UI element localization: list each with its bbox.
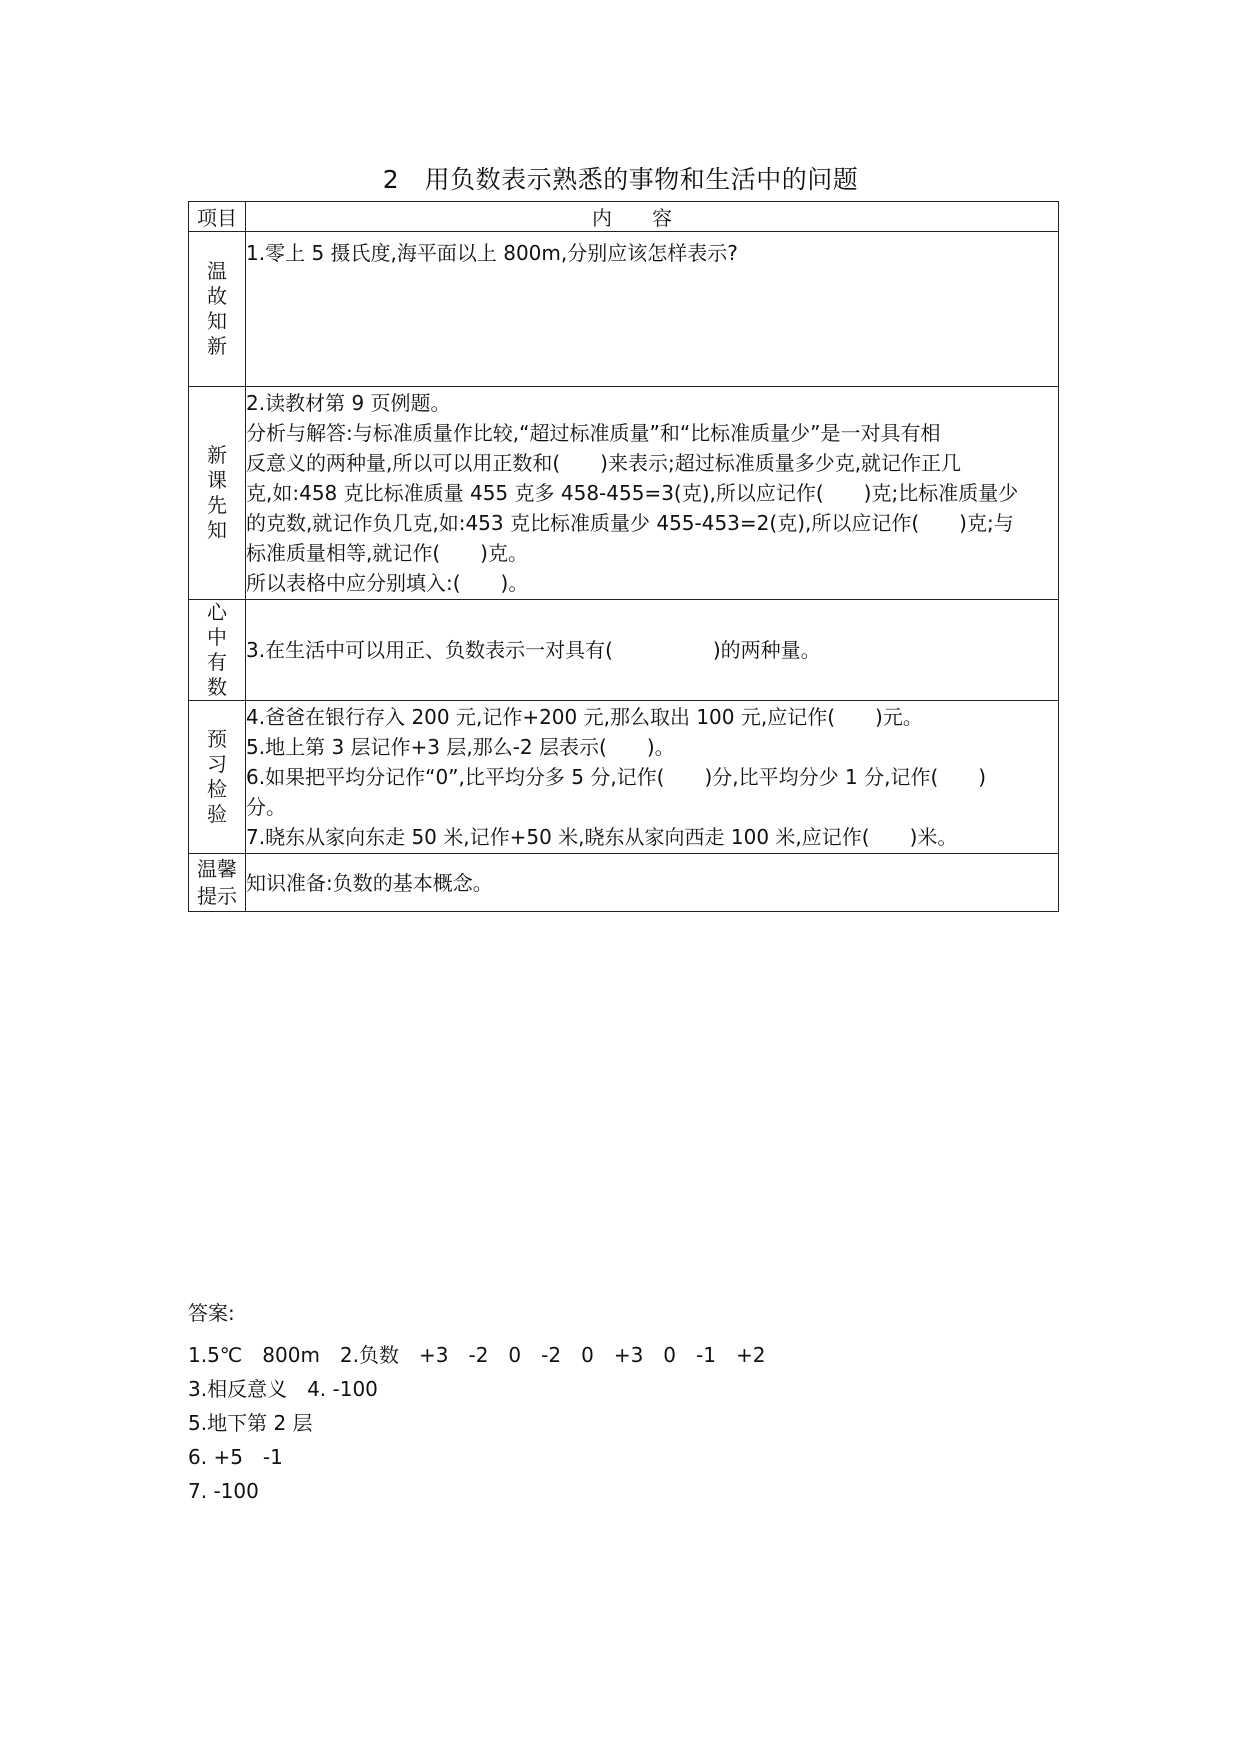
row-label-text [189, 727, 245, 827]
row-label-text [189, 259, 245, 359]
table-row [189, 232, 1059, 387]
answer-line: 1.5℃ 800m 2.负数 +3 -2 0 -2 0 +3 0 -1 +2 [188, 1343, 766, 1367]
row-label-char: 心 [207, 600, 227, 624]
answer-line: 5.地下第 2 层 [188, 1411, 313, 1435]
question-line: 所以表格中应分别填入:( )。 [246, 571, 529, 595]
row-label-char: 新 [207, 443, 227, 467]
row-content-new-lesson [246, 387, 1059, 600]
row-label-char: 知 [207, 518, 227, 542]
question-line: 分析与解答:与标准质量作比较,“超过标准质量”和“比标准质量少”是一对具有相 [246, 421, 941, 445]
header-item: 项目 [189, 202, 246, 232]
row-label-char: 有 [207, 650, 227, 674]
row-label-char: 先 [207, 493, 227, 517]
row-label-char: 课 [207, 468, 227, 492]
row-content-know-well [246, 600, 1059, 701]
row-label-know-well [189, 600, 246, 701]
row-label-char: 新 [207, 334, 227, 358]
row-label-char: 知 [207, 309, 227, 333]
tip-line: 知识准备:负数的基本概念。 [246, 870, 493, 895]
row-label-review [189, 232, 246, 387]
question-line: 4.爸爸在银行存入 200 元,记作+200 元,那么取出 100 元,应记作( )元。 [246, 705, 923, 729]
answer-line: 7. -100 [188, 1479, 259, 1503]
table-row [189, 387, 1059, 600]
header-content: 内容 [246, 202, 1059, 232]
question-line: 6.如果把平均分记作“0”,比平均分多 5 分,记作( )分,比平均分少 1 分,记作( ) [246, 765, 987, 789]
row-label-text: 温馨 [197, 856, 237, 881]
question-line: 克,如:458 克比标准质量 455 克多 458-455=3(克),所以应记作( )克;比标准质量少 [246, 481, 1019, 505]
row-label-char: 习 [207, 752, 227, 776]
row-label-char: 预 [207, 727, 227, 751]
row-content-review [246, 232, 1059, 387]
answer-line: 3.相反意义 4. -100 [188, 1377, 378, 1401]
row-label-preview-check [189, 701, 246, 854]
row-label-char: 验 [207, 802, 227, 826]
question-line: 5.地上第 3 层记作+3 层,那么-2 层表示( )。 [246, 735, 675, 759]
answer-line: 6. +5 -1 [188, 1445, 283, 1469]
row-label-text [189, 443, 245, 543]
table-row [189, 600, 1059, 701]
row-label-char: 故 [207, 284, 227, 308]
row-label-tips [189, 854, 246, 912]
row-label-char: 温 [207, 259, 227, 283]
table-row [189, 854, 1059, 912]
row-label-text [189, 600, 245, 700]
table-header-row [189, 202, 1059, 232]
document-title: 2 用负数表示熟悉的事物和生活中的问题 [382, 165, 859, 194]
question-line: 标准质量相等,就记作( )克。 [246, 541, 528, 565]
question-line: 1.零上 5 摄氏度,海平面以上 800m,分别应该怎样表示? [246, 241, 738, 265]
row-label-text: 提示 [197, 883, 237, 908]
row-label-char: 检 [207, 777, 227, 801]
row-label-new-lesson [189, 387, 246, 600]
table-row [189, 701, 1059, 854]
answer-section [188, 1296, 1068, 1508]
row-content-preview-check [246, 701, 1059, 854]
question-line: 7.晓东从家向东走 50 米,记作+50 米,晓东从家向西走 100 米,应记作( )米。 [246, 825, 958, 849]
question-line: 的克数,就记作负几克,如:453 克比标准质量少 455-453=2(克),所以应记作( )克;与 [246, 511, 1014, 535]
row-label-char: 数 [207, 675, 227, 699]
row-content-tips [246, 854, 1059, 912]
question-line: 2.读教材第 9 页例题。 [246, 391, 451, 415]
answer-label: 答案: [188, 1301, 235, 1325]
question-line: 反意义的两种量,所以可以用正数和( )来表示;超过标准质量多少克,就记作正几 [246, 451, 962, 475]
row-label-char: 中 [207, 625, 227, 649]
worksheet-table [188, 201, 1059, 912]
question-line: 分。 [246, 795, 286, 819]
question-line: 3.在生活中可以用正、负数表示一对具有( )的两种量。 [246, 638, 821, 662]
